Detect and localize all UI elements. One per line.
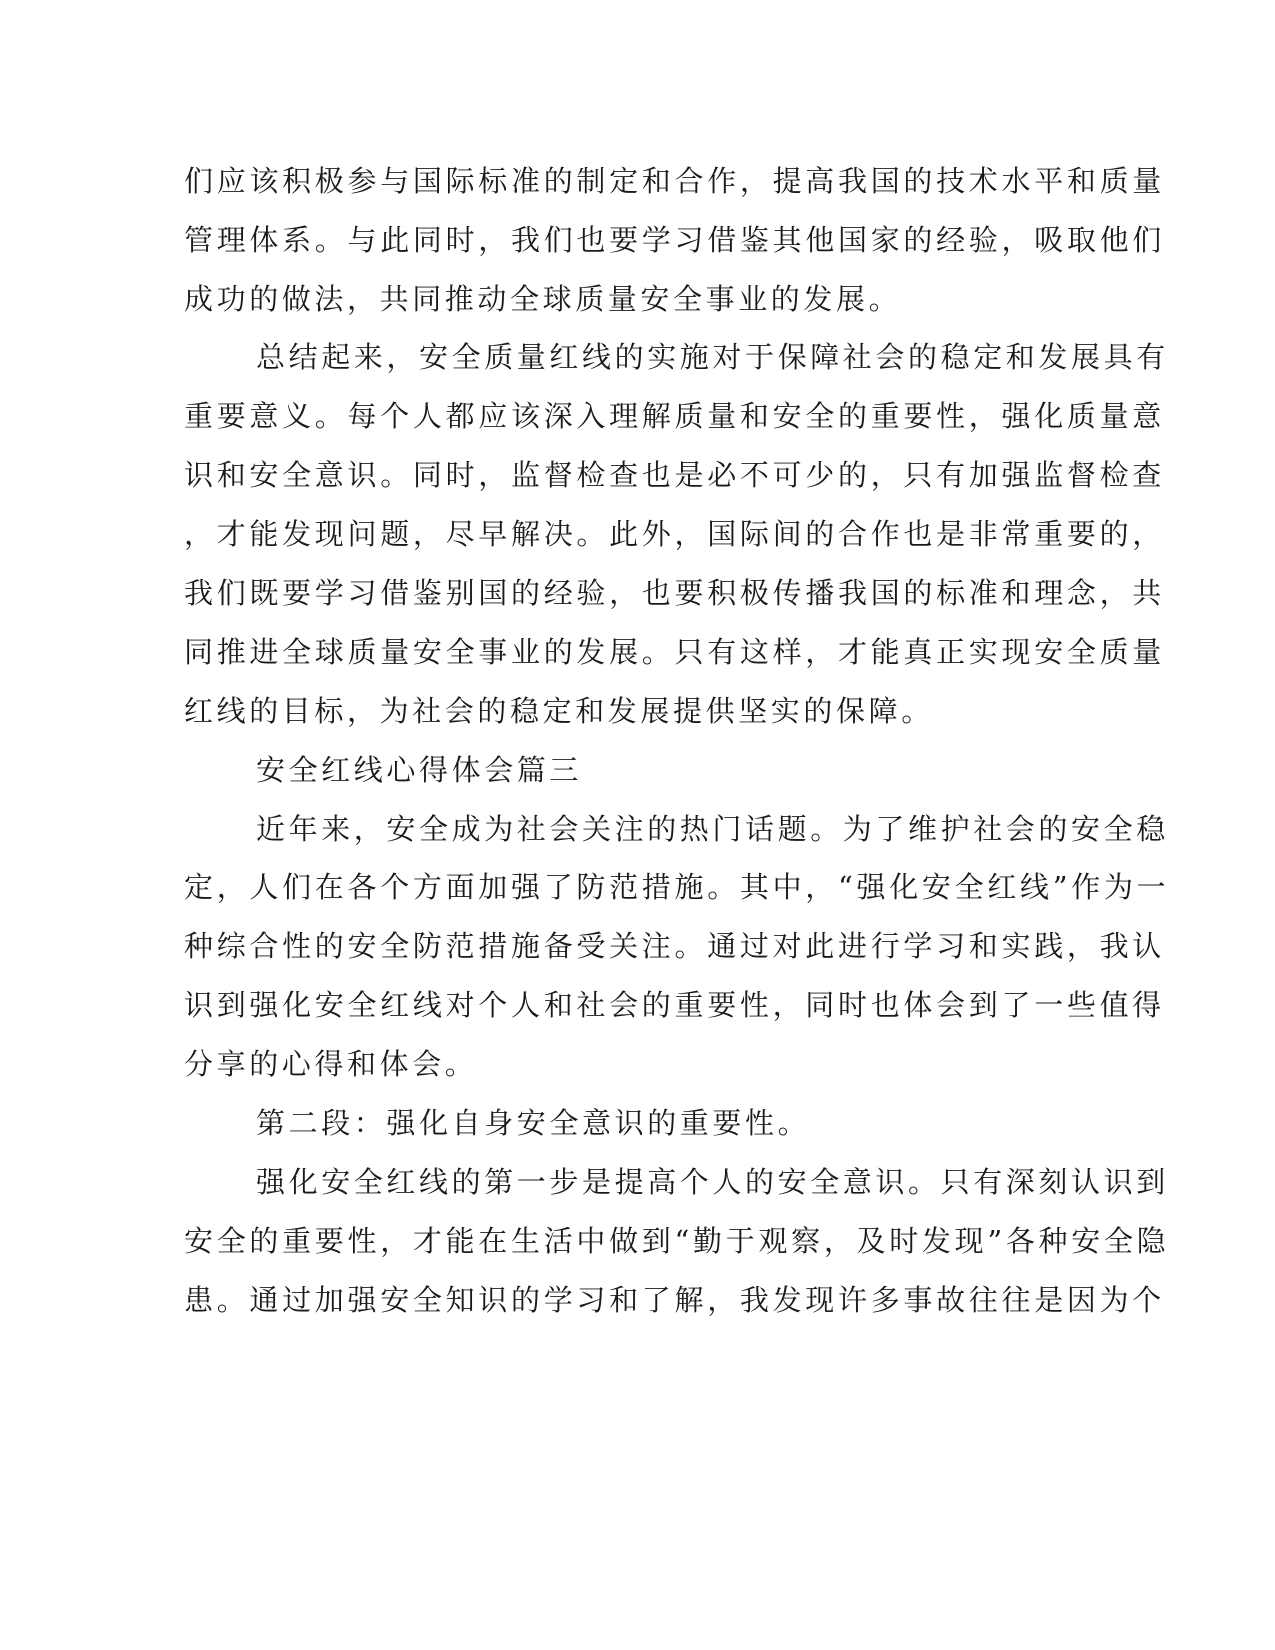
- text-line: 识到强化安全红线对个人和社会的重要性，同时也体会到了一些值得: [184, 988, 1166, 1022]
- text-line: 红线的目标，为社会的稳定和发展提供坚实的保障。: [184, 694, 934, 728]
- text-line: 同推进全球质量安全事业的发展。只有这样，才能真正实现安全质量: [184, 635, 1166, 669]
- section-heading: 安全红线心得体会篇三: [256, 753, 583, 787]
- text-line: ，才能发现问题，尽早解决。此外，国际间的合作也是非常重要的，: [184, 517, 1166, 551]
- paragraph-start-line: 总结起来，安全质量红线的实施对于保障社会的稳定和发展具有: [256, 340, 1169, 374]
- text-line: 安全的重要性，才能在生活中做到“勤于观察，及时发现”各种安全隐: [184, 1224, 1170, 1258]
- text-line: 我们既要学习借鉴别国的经验，也要积极传播我国的标准和理念，共: [184, 576, 1166, 610]
- text-line: 定，人们在各个方面加强了防范措施。其中，“强化安全红线”作为一: [184, 870, 1170, 904]
- text-line: 们应该积极参与国际标准的制定和合作，提高我国的技术水平和质量: [184, 164, 1166, 198]
- text-line: 种综合性的安全防范措施备受关注。通过对此进行学习和实践，我认: [184, 929, 1166, 963]
- paragraph-start-line: 近年来，安全成为社会关注的热门话题。为了维护社会的安全稳: [256, 812, 1169, 846]
- paragraph-start-line: 强化安全红线的第一步是提高个人的安全意识。只有深刻认识到: [256, 1165, 1169, 1199]
- text-line: 识和安全意识。同时，监督检查也是必不可少的，只有加强监督检查: [184, 458, 1166, 492]
- text-line: 患。通过加强安全知识的学习和了解，我发现许多事故往往是因为个: [184, 1283, 1166, 1317]
- text-line: 管理体系。与此同时，我们也要学习借鉴其他国家的经验，吸取他们: [184, 223, 1166, 257]
- paragraph-heading: 第二段：强化自身安全意识的重要性。: [256, 1106, 811, 1140]
- text-line: 重要意义。每个人都应该深入理解质量和安全的重要性，强化质量意: [184, 399, 1166, 433]
- text-line: 分享的心得和体会。: [184, 1047, 478, 1081]
- text-line: 成功的做法，共同推动全球质量安全事业的发展。: [184, 282, 902, 316]
